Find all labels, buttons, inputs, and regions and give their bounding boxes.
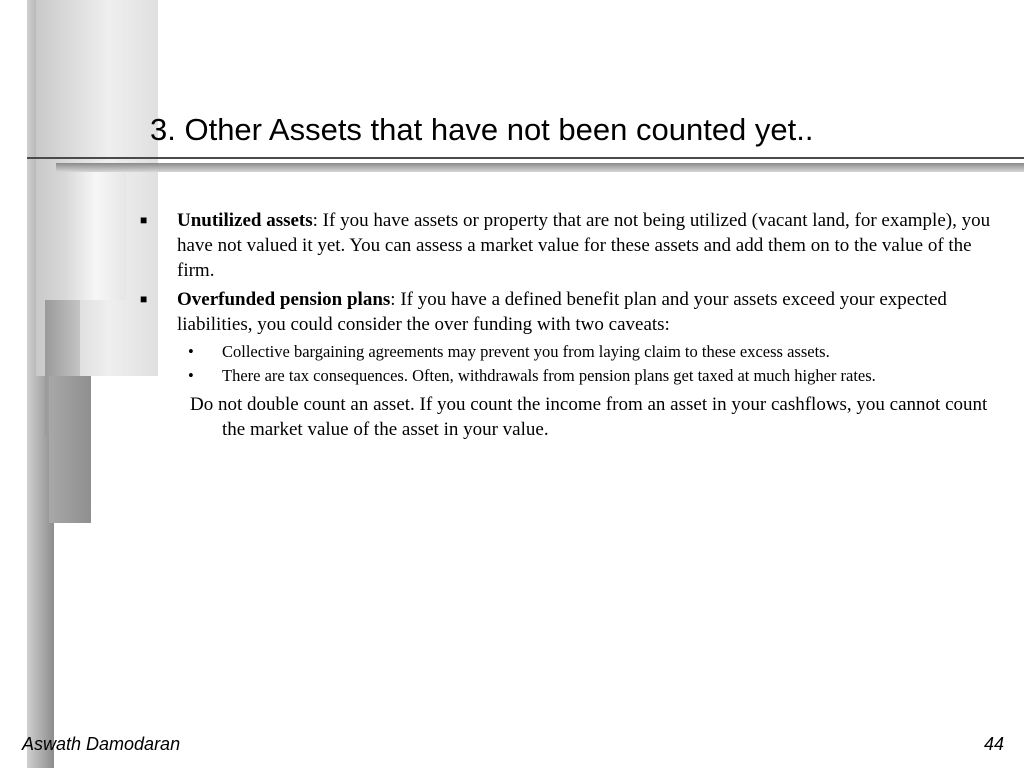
title-rule [27,157,1024,159]
title-rule-shadow [56,163,1024,172]
decorative-bar [49,376,91,523]
bullet-label: Unutilized assets [177,210,313,231]
dot-bullet-icon: • [188,342,194,361]
square-bullet-icon: ■ [140,213,148,227]
bullet-label: Overfunded pension plans [177,289,391,310]
slide-body [136,208,996,442]
sub-bullet-tax [136,365,996,386]
square-bullet-icon: ■ [140,292,148,306]
slide-title: 3. Other Assets that have not been counted yet.. [150,112,814,147]
bullet-overfunded-pension-plans [136,287,996,337]
closing-note: Do not double count an asset. If you count the income from an asset in your cashflows, you cannot count the market value of the asset in your value. [190,394,988,440]
bullet-text: : If you have assets or property that are not being utilized (vacant land, for example), you have not valued it yet. You can assess a market value for these assets and add them on to the value of the firm. [177,210,991,281]
sub-bullet-text: There are tax consequences. Often, withdrawals from pension plans get taxed at much higher rates. [222,366,876,385]
decorative-bar [66,170,126,300]
dot-bullet-icon: • [188,366,194,385]
bullet-text: : If you have a defined benefit plan and your assets exceed your expected liabilities, you could consider the over funding with two caveats: [177,289,947,335]
sub-bullet-bargaining [136,341,996,362]
bullet-unutilized-assets [136,208,996,283]
page-number: 44 [983,734,1004,754]
sub-bullet-text: Collective bargaining agreements may prevent you from laying claim to these excess assets. [222,342,830,361]
footer-author: Aswath Damodaran [22,734,181,754]
